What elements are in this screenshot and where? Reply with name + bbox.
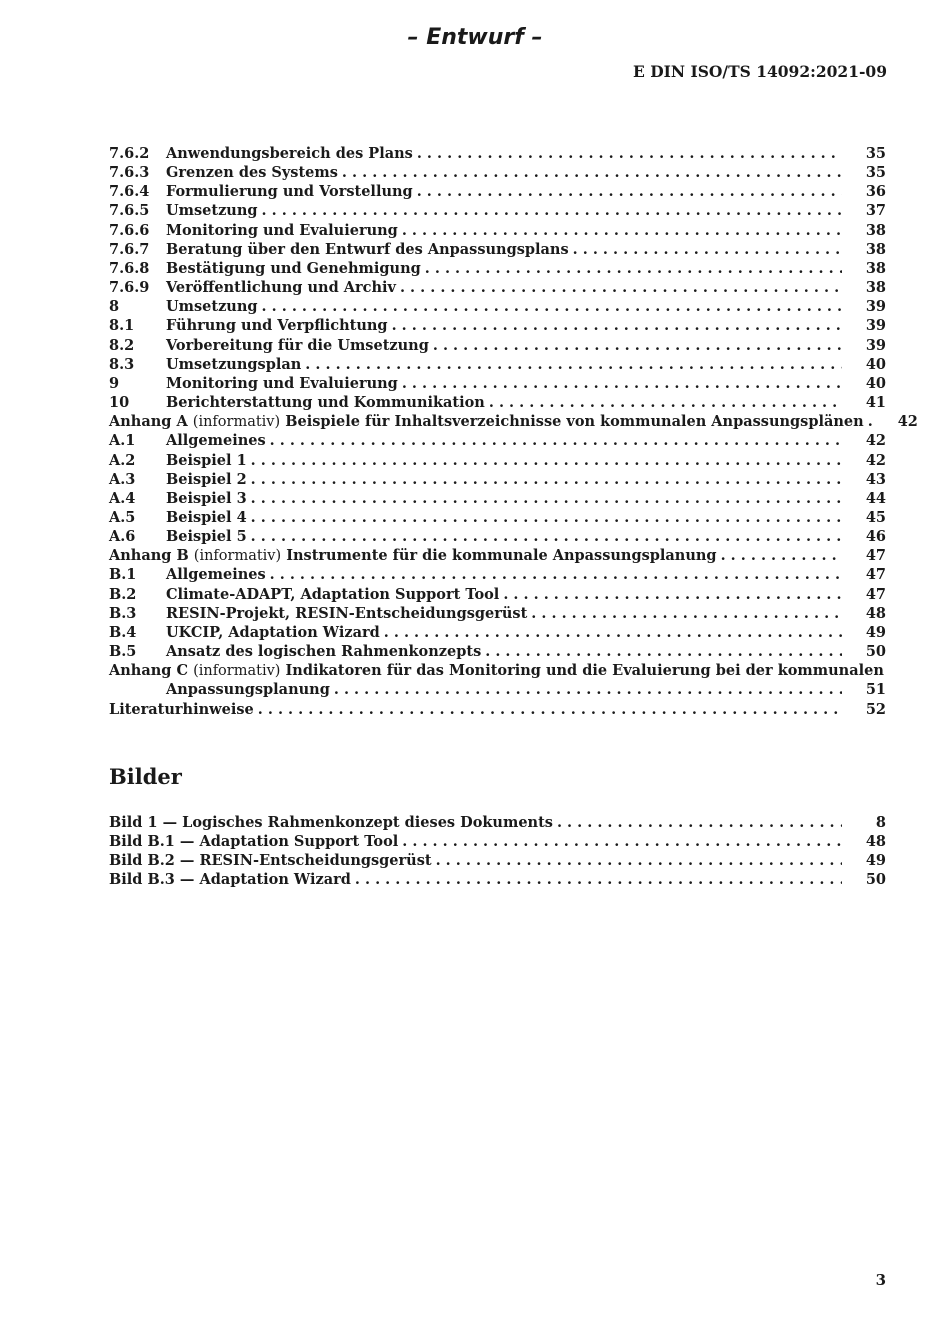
toc-page: 42 (865, 451, 886, 469)
dot-leader (573, 240, 842, 259)
toc-page: 47 (865, 585, 886, 603)
dot-leader (251, 489, 842, 508)
toc-annex-entry[interactable] (109, 412, 918, 431)
informative-label: (informativ) (193, 548, 282, 565)
toc-title: UKCIP, Adaptation Wizard (166, 623, 380, 641)
figure-entry[interactable] (109, 813, 886, 832)
toc-entry[interactable] (109, 374, 886, 393)
annex-title: Indikatoren für das Monitoring und die Evaluierung bei der kommunalen (285, 662, 884, 680)
toc-number: 7.6.3 (109, 164, 150, 182)
toc-page: 45 (865, 508, 886, 526)
dot-leader (557, 813, 842, 832)
dot-leader (251, 451, 842, 470)
toc-page: 51 (865, 681, 886, 699)
toc-number: B.1 (109, 566, 137, 584)
toc-page: 38 (865, 279, 886, 297)
dot-leader (436, 851, 842, 870)
figures-heading: Bilder (109, 764, 182, 789)
toc-page: 42 (897, 413, 918, 431)
toc-title: Grenzen des Systems (166, 164, 338, 182)
toc-number: 8.2 (109, 336, 135, 354)
dot-leader (334, 680, 842, 699)
toc-entry[interactable] (109, 336, 886, 355)
dot-leader (400, 278, 842, 297)
toc-entry[interactable] (109, 240, 886, 259)
toc-annex-entry[interactable] (109, 661, 886, 680)
dot-leader (305, 355, 842, 374)
toc-title: Veröffentlichung und Archiv (166, 279, 396, 297)
figure-page: 50 (865, 871, 886, 889)
toc-entry[interactable] (109, 642, 886, 661)
page-number: 3 (875, 1271, 886, 1289)
toc-number: B.4 (109, 623, 137, 641)
toc-title: Monitoring und Evaluierung (166, 374, 398, 392)
toc-entry[interactable] (109, 355, 886, 374)
toc-entry[interactable] (109, 623, 886, 642)
toc-number: B.2 (109, 585, 137, 603)
dot-leader (417, 182, 842, 201)
toc-entry[interactable] (109, 182, 886, 201)
toc-page: 43 (865, 470, 886, 488)
toc-title: Literaturhinweise (109, 700, 254, 718)
toc-page: 50 (865, 643, 886, 661)
toc-entry[interactable] (109, 565, 886, 584)
toc-title: Umsetzung (166, 298, 258, 316)
toc-page: 49 (865, 623, 886, 641)
toc-title: Allgemeines (166, 432, 266, 450)
toc-entry[interactable] (109, 163, 886, 182)
toc-title (109, 546, 721, 566)
dot-leader (531, 604, 842, 623)
dot-leader (270, 565, 842, 584)
list-of-figures (109, 813, 886, 890)
toc-page: 47 (865, 547, 886, 565)
toc-annex-entry[interactable] (109, 546, 886, 565)
figure-entry[interactable] (109, 870, 886, 889)
toc-number: A.2 (109, 451, 136, 469)
toc-title: Umsetzung (166, 202, 258, 220)
dot-leader (251, 527, 842, 546)
toc-entry[interactable] (109, 527, 886, 546)
toc-number: B.5 (109, 643, 137, 661)
dot-leader (868, 412, 874, 431)
toc-number: B.3 (109, 604, 137, 622)
annex-title: Beispiele für Inhaltsverzeichnisse von kommunalen Anpassungsplänen (285, 413, 864, 431)
toc-number: A.6 (109, 528, 136, 546)
dot-leader (392, 316, 842, 335)
toc-title: Vorbereitung für die Umsetzung (166, 336, 429, 354)
toc-page: 40 (865, 355, 886, 373)
toc-entry[interactable] (109, 489, 886, 508)
dot-leader (355, 870, 842, 889)
toc-entry[interactable] (109, 201, 886, 220)
toc-title: Beispiel 1 (166, 451, 247, 469)
toc-title (109, 412, 868, 432)
dot-leader (402, 832, 842, 851)
toc-page: 39 (865, 317, 886, 335)
toc-number: 8.1 (109, 317, 135, 335)
toc-entry[interactable] (109, 259, 886, 278)
toc-page: 41 (865, 394, 886, 412)
toc-page: 44 (865, 489, 886, 507)
toc-page: 46 (865, 528, 886, 546)
dot-leader (251, 470, 842, 489)
figure-page: 49 (865, 852, 886, 870)
toc-title: Beispiel 3 (166, 489, 247, 507)
toc-page: 36 (865, 183, 886, 201)
dot-leader (721, 546, 842, 565)
dot-leader (402, 374, 842, 393)
toc-entry[interactable] (109, 604, 886, 623)
annex-label: Anhang B (109, 547, 189, 565)
dot-leader (485, 642, 842, 661)
dot-leader (270, 431, 842, 450)
toc-number: 7.6.9 (109, 279, 150, 297)
toc-title: Führung und Verpflichtung (166, 317, 388, 335)
annex-title: Instrumente für die kommunale Anpassungsplanung (286, 547, 717, 565)
toc-number: A.5 (109, 508, 136, 526)
toc-title: Beispiel 5 (166, 528, 247, 546)
toc-number: 7.6.5 (109, 202, 150, 220)
annex-title-continued: Anpassungsplanung (166, 681, 330, 699)
toc-page: 40 (865, 374, 886, 392)
toc-entry[interactable] (109, 431, 886, 450)
informative-label: (informativ) (193, 663, 281, 680)
dot-leader (342, 163, 842, 182)
toc-page: 39 (865, 336, 886, 354)
dot-leader (425, 259, 842, 278)
toc-title (109, 661, 888, 681)
dot-leader (402, 221, 842, 240)
dot-leader (433, 336, 842, 355)
draft-label: – Entwurf – (407, 25, 543, 50)
toc-page: 38 (865, 240, 886, 258)
toc-page: 48 (865, 604, 886, 622)
toc-annex-entry-continued[interactable] (109, 680, 886, 699)
toc-entry[interactable] (109, 585, 886, 604)
toc-title: Bestätigung und Genehmigung (166, 259, 421, 277)
dot-leader (262, 201, 842, 220)
informative-label: (informativ) (192, 414, 281, 431)
toc-title: Monitoring und Evaluierung (166, 221, 398, 239)
dot-leader (251, 508, 842, 527)
toc-bibliography-entry[interactable] (109, 700, 886, 719)
toc-title: Ansatz des logischen Rahmenkonzepts (166, 643, 482, 661)
annex-label: Anhang C (109, 662, 188, 680)
toc-number: A.3 (109, 470, 136, 488)
toc-page: 38 (865, 221, 886, 239)
toc-title: Anwendungsbereich des Plans (166, 145, 413, 162)
toc-title: RESIN-Projekt, RESIN-Entscheidungsgerüst (166, 604, 528, 622)
figure-title: Bild B.2 — RESIN-Entscheidungsgerüst (109, 852, 432, 870)
toc-number: 9 (109, 374, 120, 392)
figure-title: Bild B.3 — Adaptation Wizard (109, 871, 351, 889)
toc-number: 10 (109, 394, 130, 412)
toc-entry[interactable] (109, 316, 886, 335)
toc-title: Beratung über den Entwurf des Anpassungsplans (166, 240, 569, 258)
toc-number: 7.6.4 (109, 183, 150, 201)
toc-entry[interactable] (109, 278, 886, 297)
toc-page: 37 (865, 202, 886, 220)
toc-title: Beispiel 2 (166, 470, 247, 488)
toc-entry[interactable] (109, 451, 886, 470)
figure-entry[interactable] (109, 851, 886, 870)
toc-page: 39 (865, 298, 886, 316)
figure-page: 8 (875, 814, 886, 831)
table-of-contents (109, 144, 918, 719)
toc-entry[interactable] (109, 297, 886, 316)
toc-title: Beispiel 4 (166, 508, 247, 526)
toc-entry[interactable] (109, 508, 886, 527)
dot-leader (417, 144, 842, 163)
toc-page: 35 (865, 145, 886, 162)
toc-title: Allgemeines (166, 566, 266, 584)
toc-number: 7.6.2 (109, 145, 150, 162)
annex-label: Anhang A (109, 413, 188, 431)
toc-number: 7.6.7 (109, 240, 150, 258)
dot-leader (489, 393, 842, 412)
toc-number: A.1 (109, 432, 136, 450)
toc-number: 7.6.8 (109, 259, 150, 277)
dot-leader (384, 623, 842, 642)
toc-page: 47 (865, 566, 886, 584)
dot-leader (262, 297, 842, 316)
toc-title: Climate-ADAPT, Adaptation Support Tool (166, 585, 500, 603)
toc-entry[interactable] (109, 144, 886, 163)
figure-page: 48 (865, 833, 886, 851)
figure-title: Bild B.1 — Adaptation Support Tool (109, 833, 399, 851)
dot-leader (503, 585, 841, 604)
toc-title: Berichterstattung und Kommunikation (166, 394, 485, 412)
toc-entry[interactable] (109, 393, 886, 412)
toc-entry[interactable] (109, 470, 886, 489)
figure-entry[interactable] (109, 832, 886, 851)
toc-entry[interactable] (109, 221, 886, 240)
toc-number: 7.6.6 (109, 221, 150, 239)
toc-page: 38 (865, 259, 886, 277)
toc-number: 8 (109, 298, 120, 316)
toc-number: A.4 (109, 489, 136, 507)
toc-title: Formulierung und Vorstellung (166, 183, 413, 201)
toc-page: 52 (865, 700, 886, 718)
figure-title: Bild 1 — Logisches Rahmenkonzept dieses Dokuments (109, 814, 553, 831)
toc-page: 35 (865, 164, 886, 182)
toc-number: 8.3 (109, 355, 135, 373)
document-id: E DIN ISO/TS 14092:2021-09 (633, 62, 887, 81)
toc-page: 42 (865, 432, 886, 450)
dot-leader (258, 700, 842, 719)
toc-title: Umsetzungsplan (166, 355, 302, 373)
